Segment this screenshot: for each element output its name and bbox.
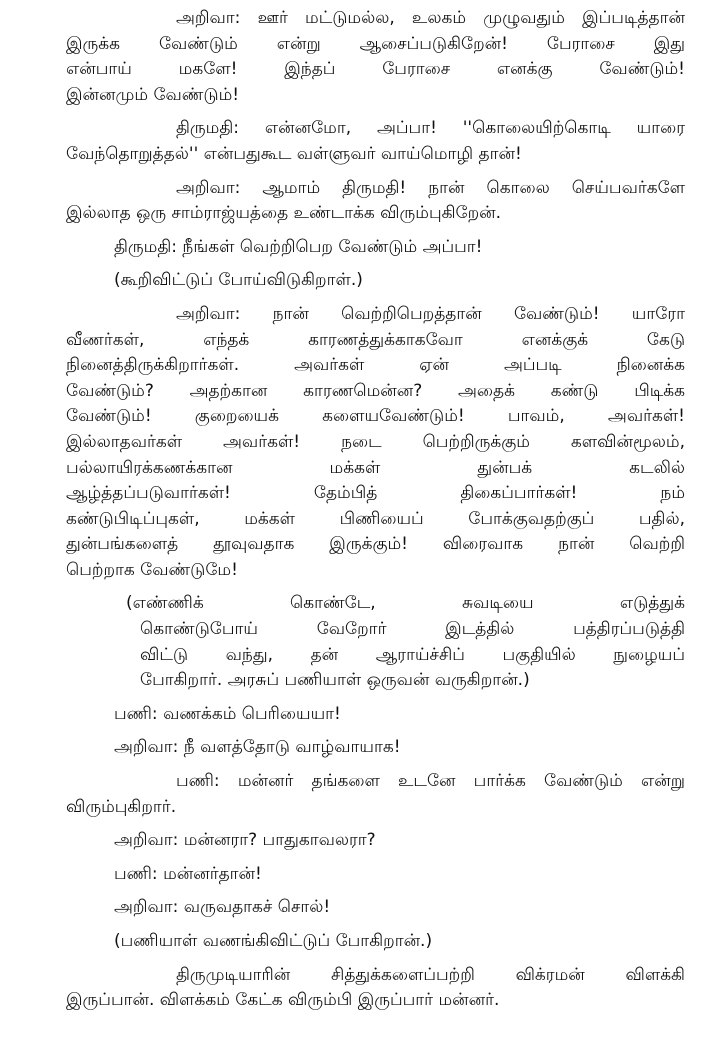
text-line: வேந்தொறுத்தல்'' என்பதுகூட வள்ளுவர் வாய்மொழி தான்!	[66, 143, 522, 164]
text-line: வீணர்கள், எந்தக் காரணத்துக்காகவோ எனக்குக் கேடு	[66, 329, 685, 350]
paragraph-arivaa-3	[66, 302, 685, 584]
paragraph-thirumathi-2: திருமதி: நீங்கள் வெற்றிபெற வேண்டும் அப்பா!	[114, 236, 483, 257]
paragraph-pani-1: பணி: வணக்கம் பெரியையா!	[114, 703, 341, 724]
text-line: இன்னமும் வேண்டும்!	[66, 84, 240, 105]
text-line: அறிவா: நான் வெற்றிபெறத்தான் வேண்டும்! யாரோ	[176, 303, 685, 324]
text-line: இருப்பான். விளக்கம் கேட்க விரும்பி இருப்பார் மன்னர்.	[66, 990, 500, 1011]
paragraph-narration	[66, 963, 685, 1014]
text-line: கண்டுபிடிப்புகள், மக்கள் பிணியைப் போக்குவதற்குப் பதில்,	[66, 508, 685, 529]
text-line: (எண்ணிக் கொண்டே, சுவடியை எடுத்துக்	[126, 593, 685, 614]
stage-direction-1: (கூறிவிட்டுப் போய்விடுகிறாள்.)	[114, 270, 363, 291]
text-line: வேண்டும்! குறையைக் களையவேண்டும்! பாவம், அவர்கள்!	[66, 406, 685, 427]
paragraph-pani-2	[66, 769, 685, 820]
paragraph-arivaa-5: அறிவா: மன்னரா? பாதுகாவலரா?	[114, 830, 376, 851]
text-line: திருமதி: என்னமோ, அப்பா! ''கொலையிற்கொடி யாரை	[176, 118, 685, 139]
stage-direction-2	[126, 591, 685, 693]
text-line: திருமுடியாரின் சித்துக்களைப்பற்றி விக்ரமன் விளக்கி	[176, 964, 685, 985]
paragraph-pani-3: பணி: மன்னர்தான்!	[114, 863, 262, 884]
text-line: நினைத்திருக்கிறார்கள். அவர்கள் ஏன் அப்படி நினைக்க	[66, 355, 685, 376]
text-line: வேண்டும்? அதற்கான காரணமென்ன? அதைக் கண்டு பிடிக்க	[66, 380, 685, 401]
paragraph-arivaa-1	[66, 6, 685, 108]
paragraph-arivaa-2	[66, 176, 685, 227]
paragraph-arivaa-6: அறிவா: வருவதாகச் சொல்!	[114, 897, 331, 918]
text-line: விரும்புகிறார்.	[66, 796, 177, 817]
text-line: விட்டு வந்து, தன் ஆராய்ச்சிப் பகுதியில் நுழையப்	[140, 644, 685, 665]
text-line: போகிறார். அரசுப் பணியாள் ஒருவன் வருகிறான்.)	[140, 670, 530, 691]
text-line: துன்பங்களைத் தூவுவதாக இருக்கும்! விரைவாக நான் வெற்றி	[66, 534, 685, 555]
text-line: பல்லாயிரக்கணக்கான மக்கள் துன்பக் கடலில்	[66, 457, 685, 478]
text-line: அறிவா: ஊர் மட்டுமல்ல, உலகம் முழுவதும் இப்படித்தான்	[176, 8, 685, 28]
text-line: இல்லாதவர்கள் அவர்கள்! நடை பெற்றிருக்கும் களவின்மூலம்,	[66, 431, 685, 452]
paragraph-thirumathi-1	[66, 116, 685, 167]
text-line: அறிவா: ஆமாம் திருமதி! நான் கொலை செய்பவர்களே	[176, 177, 685, 198]
text-line: பெற்றாக வேண்டுமே!	[66, 559, 238, 580]
text-line: ஆழ்த்தப்படுவார்கள்! தேம்பித் திகைப்பார்கள்! நம்	[66, 483, 685, 504]
paragraph-arivaa-4: அறிவா: நீ வளத்தோடு வாழ்வாயாக!	[114, 737, 401, 758]
text-line: என்பாய் மகளே! இந்தப் பேராசை எனக்கு வேண்டும்!	[66, 59, 685, 80]
text-line: இருக்க வேண்டும் என்று ஆசைப்படுகிறேன்! பேராசை இது	[66, 33, 685, 54]
text-line: இல்லாத ஒரு சாம்ராஜ்யத்தை உண்டாக்க விரும்புகிறேன்.	[66, 203, 502, 224]
text-line: பணி: மன்னர் தங்களை உடனே பார்க்க வேண்டும் என்று	[176, 771, 685, 792]
stage-direction-3: (பணியாள் வணங்கிவிட்டுப் போகிறான்.)	[114, 931, 433, 951]
text-line: கொண்டுபோய் வேறோர் இடத்தில் பத்திரப்படுத்தி	[140, 619, 685, 640]
